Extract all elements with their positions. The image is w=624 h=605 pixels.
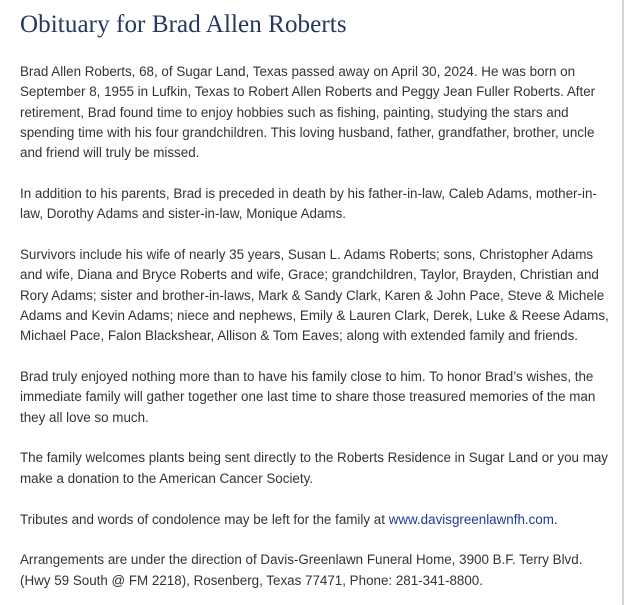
tributes-text: Tributes and words of condolence may be left for the family at: [20, 511, 389, 527]
obituary-paragraph-biography: Brad Allen Roberts, 68, of Sugar Land, Texas passed away on April 30, 2024. He was born on September 8, 1955 in Lufkin, Texas to Robert Allen Roberts and Peggy Jean Fuller Roberts. After retirement, Brad found time to enjoy hobbies such as fishing, painting, studying the stars and spending time with his four grandchildren. This loving husband, father, grandfather, brother, uncle and friend will truly be missed.: [20, 64, 596, 161]
obituary-paragraph-preceded: In addition to his parents, Brad is preceded in death by his father-in-law, Caleb Adams, mother-in-law, Dorothy Adams and sister-in-law, Monique Adams.: [20, 185, 597, 222]
tributes-period: .: [553, 511, 558, 527]
obituary-paragraph-arrangements: Arrangements are under the direction of Davis-Greenlawn Funeral Home, 3900 B.F. Terry Blvd. (Hwy 59 South @ FM 2218), Rosenberg, Texas 77471, Phone: 281-341-8800.: [20, 552, 583, 588]
funeral-home-website-link[interactable]: www.davisgreenlawnfh.com: [388, 511, 554, 527]
obituary-paragraph-wishes: Brad truly enjoyed nothing more than to have his family close to him. To honor Brad’s wishes, the immediate family will gather together one last time to share those treasured memories of the man they all love so much.: [20, 369, 596, 425]
obituary-paragraph-tributes: [20, 510, 612, 530]
obituary-paragraph-donations: The family welcomes plants being sent directly to the Roberts Residence in Sugar Land or you may make a donation to the American Cancer Society.: [20, 450, 608, 486]
obituary-paragraph-survivors: Survivors include his wife of nearly 35 years, Susan L. Adams Roberts; sons, Christopher Adams and wife, Diana and Bryce Roberts and wife, Grace; grandchildren, Taylor, Brayden, Christian and Rory Adams; sister and brother-in-laws, Mark & Sandy Clark, Karen & John Pace, Steve & Michele Adams and Kevin Adams; niece and nephews, Emily & Lauren Clark, Derek, Luke & Reese Adams, Michael Pace, Falon Blackshear, Allison & Tom Eaves; along with extended family and friends.: [20, 247, 609, 344]
obituary-body: [20, 62, 612, 591]
page-title: Obituary for Brad Allen Roberts: [20, 11, 347, 38]
